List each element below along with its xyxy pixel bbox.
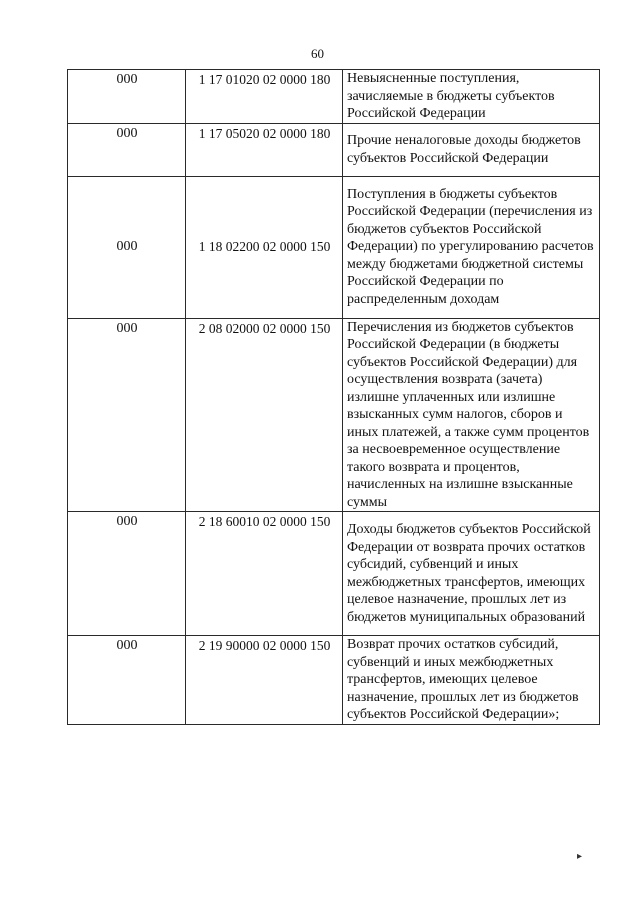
admin-code-cell: 000 xyxy=(68,176,186,318)
table-row xyxy=(68,123,600,176)
budget-code-cell: 1 18 02200 02 0000 150 xyxy=(186,176,343,318)
budget-code-cell: 1 17 05020 02 0000 180 xyxy=(186,123,343,176)
income-name-cell: Перечисления из бюджетов субъектов Российской Федерации (в бюджеты субъектов Российской Федерации) для осуществления возврата (зачета) излишне уплаченных или излишне взысканных сумм налогов, сборов и иных платежей, а также сумм процентов за несвоевременное осуществление такого возврата и процентов, начисленных на излишне взысканные суммы xyxy=(343,318,600,512)
income-name-cell: Невыясненные поступления, зачисляемые в бюджеты субъектов Российской Федерации xyxy=(343,70,600,124)
budget-code-cell: 2 19 90000 02 0000 150 xyxy=(186,636,343,725)
table-row xyxy=(68,636,600,725)
admin-code-cell: 000 xyxy=(68,318,186,512)
page-number: 60 xyxy=(311,46,324,61)
income-name-cell: Возврат прочих остатков субсидий, субвенций и иных межбюджетных трансфертов, имеющих целевое назначение, прошлых лет из бюджетов субъектов Российской Федерации»; xyxy=(343,636,600,725)
income-name-cell: Поступления в бюджеты субъектов Российской Федерации (перечисления из бюджетов субъектов Российской Федерации) по урегулированию расчетов между бюджетами бюджетной системы Российской Федерации по распределенным доходам xyxy=(343,176,600,318)
budget-code-cell: 2 18 60010 02 0000 150 xyxy=(186,512,343,636)
table-row xyxy=(68,318,600,512)
admin-code-cell: 000 xyxy=(68,123,186,176)
income-name-cell: Прочие неналоговые доходы бюджетов субъектов Российской Федерации xyxy=(343,123,600,176)
budget-classification-table xyxy=(67,69,600,725)
table-row xyxy=(68,512,600,636)
table-row xyxy=(68,176,600,318)
scan-speck: ▸ xyxy=(577,851,583,862)
admin-code-cell: 000 xyxy=(68,636,186,725)
budget-code-cell: 1 17 01020 02 0000 180 xyxy=(186,70,343,124)
income-name-cell: Доходы бюджетов субъектов Российской Федерации от возврата прочих остатков субсидий, субвенций и иных межбюджетных трансфертов, имеющих целевое назначение, прошлых лет из бюджетов муниципальных образований xyxy=(343,512,600,636)
admin-code-cell: 000 xyxy=(68,70,186,124)
budget-code-cell: 2 08 02000 02 0000 150 xyxy=(186,318,343,512)
admin-code-cell: 000 xyxy=(68,512,186,636)
table-row xyxy=(68,70,600,124)
